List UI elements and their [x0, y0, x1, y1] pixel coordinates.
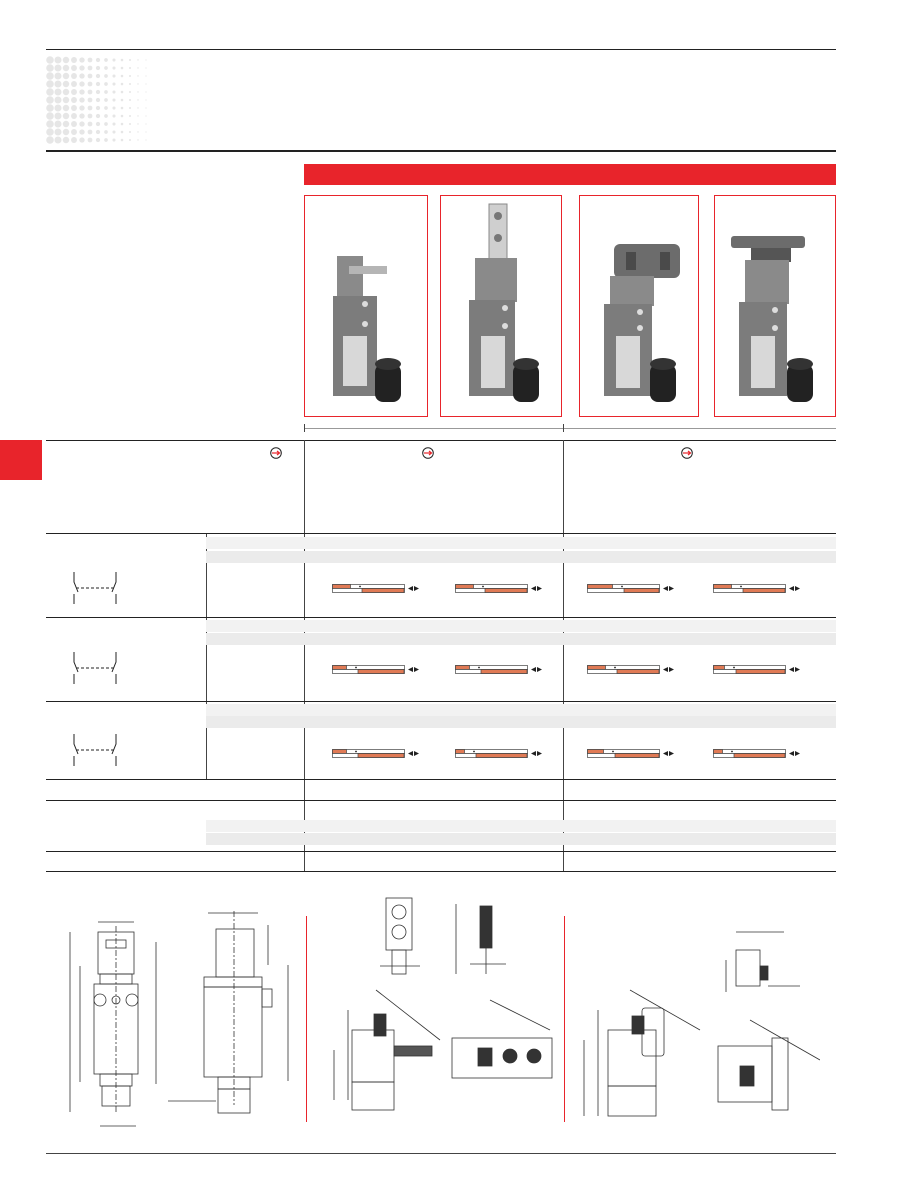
table-rule-2 — [46, 533, 836, 534]
logo-dot — [145, 99, 146, 100]
logo-dot — [63, 137, 69, 143]
product-photo-3 — [579, 195, 699, 417]
table-rule-7 — [46, 851, 836, 852]
logo-dot — [112, 106, 115, 109]
logo-dot — [79, 89, 84, 94]
logo-dot — [96, 114, 100, 118]
logo-dot — [104, 66, 108, 70]
logo-dot — [112, 98, 115, 101]
travel-bar — [713, 583, 813, 597]
logo-dot — [71, 73, 77, 79]
logo-dot — [71, 81, 77, 87]
logo-dot — [129, 59, 131, 61]
logo-dot — [137, 131, 138, 132]
dot-gradient-icon — [46, 56, 150, 144]
product-photo-2 — [440, 195, 562, 417]
logo-dot — [145, 67, 146, 68]
table-rule-8 — [46, 871, 836, 872]
logo-dot — [63, 97, 69, 103]
logo-dot — [112, 122, 115, 125]
logo-dot — [46, 120, 54, 128]
logo-dot — [54, 104, 61, 111]
bottom-rule — [46, 1153, 836, 1154]
top-rule — [46, 49, 836, 50]
logo-dot — [63, 113, 69, 119]
logo-dot — [104, 90, 108, 94]
logo-dot — [112, 114, 115, 117]
logo-dot — [145, 107, 146, 108]
positive-opening-icon — [270, 447, 282, 459]
logo-dot — [79, 129, 84, 134]
row2-band-a — [206, 620, 836, 632]
logo-dot — [112, 66, 115, 69]
logo-dot — [46, 80, 54, 88]
logo-dot — [145, 59, 146, 60]
logo-dot — [71, 57, 77, 63]
logo-dot — [129, 139, 131, 141]
logo-dot — [46, 56, 54, 64]
logo-dot — [121, 67, 124, 70]
logo-dot — [112, 90, 115, 93]
dimension-drawing-front — [60, 912, 170, 1132]
switch-with-angled-bracket-actuator-image — [580, 196, 698, 416]
travel-bar — [455, 748, 555, 762]
logo-dot — [71, 105, 77, 111]
logo-dot — [71, 65, 77, 71]
dimension-drawing-actuator-a — [330, 890, 560, 1120]
logo-dot — [88, 58, 93, 63]
travel-bar — [332, 583, 432, 597]
logo-dot — [71, 89, 77, 95]
contact-symbol-icon — [68, 730, 124, 770]
row2-band-b — [206, 633, 836, 645]
table-rule-6 — [46, 800, 836, 801]
logo-dot — [121, 123, 124, 126]
logo-dot — [121, 115, 124, 118]
logo-dot — [121, 107, 124, 110]
logo-dot — [112, 74, 115, 77]
row3-band-b — [206, 716, 836, 728]
logo-dot — [63, 121, 69, 127]
logo-dot — [63, 105, 69, 111]
travel-bar — [587, 748, 687, 762]
logo-dot — [121, 139, 124, 142]
logo-dot — [121, 83, 124, 86]
logo-dot — [71, 129, 77, 135]
logo-dot — [88, 90, 93, 95]
logo-dot — [104, 58, 108, 62]
logo-dot — [54, 128, 61, 135]
logo-dot — [129, 99, 131, 101]
product-header-bar — [304, 164, 836, 185]
logo-dot — [112, 82, 115, 85]
table-rule-4 — [46, 701, 836, 702]
logo-dot — [88, 82, 93, 87]
contact-symbol-icon — [68, 568, 124, 608]
logo-dot — [104, 106, 108, 110]
logo-dot — [137, 107, 138, 108]
logo-dot — [137, 115, 138, 116]
logo-dot — [46, 64, 54, 72]
logo-dot — [79, 81, 84, 86]
logo-dot — [121, 75, 124, 78]
header-bottom-rule — [46, 150, 836, 152]
row1-band-b — [206, 551, 836, 563]
logo-dot — [121, 131, 124, 134]
logo-dot — [79, 65, 84, 70]
table-rule-top — [304, 428, 836, 429]
logo-dot — [96, 66, 100, 70]
logo-dot — [79, 121, 84, 126]
travel-bar — [587, 583, 687, 597]
logo-dot — [54, 112, 61, 119]
logo-dot — [121, 99, 124, 102]
logo-dot — [145, 131, 146, 132]
logo-dot — [63, 129, 69, 135]
logo-dot — [96, 138, 100, 142]
logo-dot — [46, 112, 54, 120]
table-rule-3 — [46, 617, 836, 618]
logo-dot — [96, 106, 100, 110]
logo-dot — [129, 123, 131, 125]
logo-dot — [137, 83, 138, 84]
switch-with-straight-actuator-image — [441, 196, 561, 416]
section-tab — [0, 440, 42, 480]
logo-dot — [79, 137, 84, 142]
travel-bar — [455, 583, 555, 597]
logo-dot — [137, 139, 138, 140]
logo-dot — [46, 72, 54, 80]
dimension-drawing-actuator-b — [580, 920, 820, 1120]
travel-bar — [455, 664, 555, 678]
logo-dot — [96, 82, 100, 86]
logo-dot — [79, 73, 84, 78]
logo-dot — [137, 75, 138, 76]
logo-dot — [112, 130, 115, 133]
col-divider-label — [206, 533, 207, 779]
logo-dot — [96, 98, 100, 102]
logo-dot — [145, 75, 146, 76]
drawing-divider-2 — [564, 916, 565, 1122]
logo-dot — [46, 104, 54, 112]
logo-dot — [137, 123, 138, 124]
logo-dot — [63, 73, 69, 79]
table-tick-2 — [563, 424, 564, 432]
logo-dot — [112, 138, 115, 141]
logo-dot — [71, 121, 77, 127]
row5-band-b — [206, 833, 836, 845]
logo-dot — [54, 56, 61, 63]
logo-dot — [54, 88, 61, 95]
row3-band-a — [206, 704, 836, 716]
logo-dot — [63, 81, 69, 87]
logo-dot — [88, 66, 93, 71]
logo-dot — [88, 114, 93, 119]
dimension-drawing-side — [168, 905, 298, 1125]
logo-dot — [54, 80, 61, 87]
logo-dot — [54, 120, 61, 127]
logo-dot — [54, 72, 61, 79]
logo-dot — [46, 96, 54, 104]
logo-dot — [88, 74, 93, 79]
travel-bar — [713, 664, 813, 678]
logo-dot — [79, 97, 84, 102]
logo-dot — [96, 74, 100, 78]
switch-with-flat-actuator-image — [305, 196, 427, 416]
logo-dot — [121, 91, 124, 94]
logo-dot — [129, 75, 131, 77]
col-divider-b — [563, 440, 564, 872]
logo-dot — [88, 106, 93, 111]
travel-bar — [332, 664, 432, 678]
drawing-divider-1 — [306, 916, 307, 1122]
logo-dot — [137, 99, 138, 100]
logo-dot — [63, 57, 69, 63]
logo-dot — [88, 122, 93, 127]
logo-dot — [46, 88, 54, 96]
logo-dot — [71, 97, 77, 103]
logo-dot — [54, 136, 61, 143]
row5-band-a — [206, 820, 836, 832]
logo-dot — [112, 58, 115, 61]
col-divider-a — [304, 440, 305, 872]
table-rule-1 — [46, 440, 836, 441]
logo-dot — [71, 113, 77, 119]
logo-dot — [104, 114, 108, 118]
logo-dot — [104, 74, 108, 78]
row1-band-a — [206, 537, 836, 549]
logo-dot — [71, 137, 77, 143]
table-tick-1 — [304, 424, 305, 432]
logo-dot — [137, 59, 138, 60]
logo-dot — [63, 89, 69, 95]
logo-dot — [88, 138, 93, 143]
logo-dot — [104, 98, 108, 102]
logo-dot — [88, 98, 93, 103]
travel-bar — [587, 664, 687, 678]
logo-dot — [129, 67, 131, 69]
logo-dot — [96, 130, 100, 134]
logo-dot — [145, 115, 146, 116]
logo-dot — [129, 83, 131, 85]
logo-dot — [104, 122, 108, 126]
logo-dot — [129, 131, 131, 133]
logo-dot — [145, 123, 146, 124]
logo-dot — [145, 91, 146, 92]
product-photo-4 — [714, 195, 836, 417]
logo-dot — [96, 58, 100, 62]
logo-dot — [129, 107, 131, 109]
logo-dot — [145, 83, 146, 84]
logo-dot — [96, 122, 100, 126]
logo-dot — [96, 90, 100, 94]
positive-opening-icon — [422, 447, 434, 459]
logo-dot — [129, 91, 131, 93]
logo-dot — [137, 67, 138, 68]
table-rule-5 — [46, 779, 836, 780]
logo-dot — [54, 96, 61, 103]
positive-opening-icon — [681, 447, 693, 459]
product-photo-1 — [304, 195, 428, 417]
switch-with-t-actuator-image — [715, 196, 835, 416]
logo-dot — [104, 130, 108, 134]
logo-dot — [88, 130, 93, 135]
logo-dot — [79, 105, 84, 110]
logo-dot — [145, 139, 146, 140]
logo-dot — [79, 57, 84, 62]
logo-dot — [54, 64, 61, 71]
travel-bar — [713, 748, 813, 762]
logo-dot — [121, 59, 124, 62]
contact-symbol-icon — [68, 648, 124, 688]
logo-dot — [63, 65, 69, 71]
travel-bar — [332, 748, 432, 762]
logo-dot — [104, 82, 108, 86]
logo-dot — [46, 136, 54, 144]
logo-dot — [79, 113, 84, 118]
logo-dot — [137, 91, 138, 92]
logo-dot — [104, 138, 108, 142]
logo-dot — [46, 128, 54, 136]
logo-dot — [129, 115, 131, 117]
